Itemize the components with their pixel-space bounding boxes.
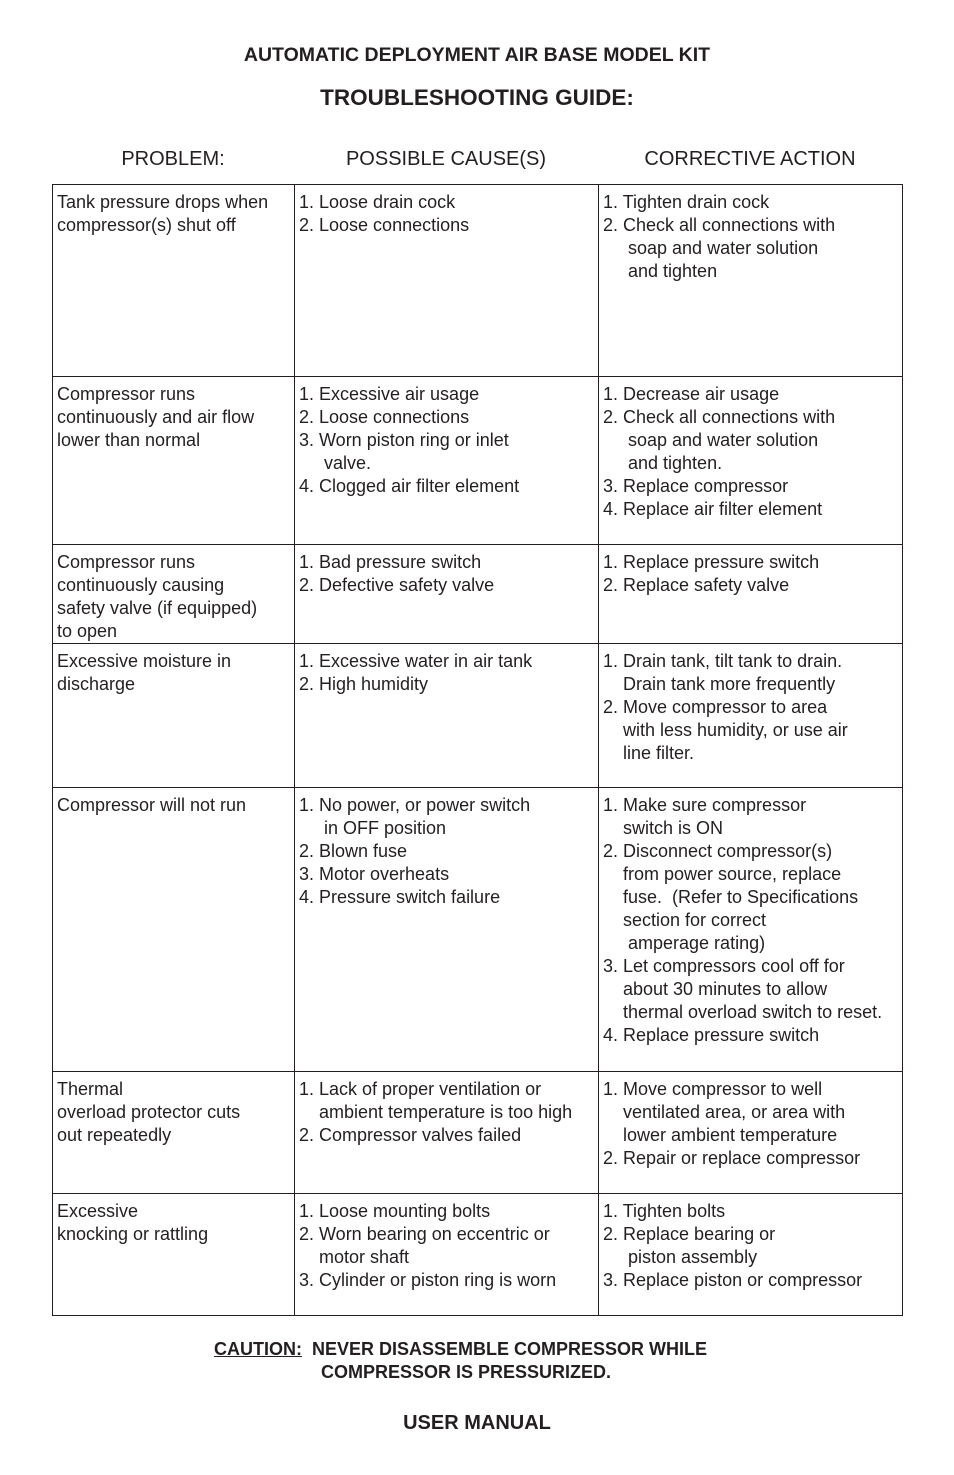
problem-cell-line: Excessive — [57, 1201, 139, 1221]
action-cell-line: fuse. (Refer to Specifications — [603, 887, 859, 907]
problem-cell-line: overload protector cuts — [57, 1102, 241, 1122]
cause-cell-line: 1. Loose mounting bolts — [299, 1201, 491, 1221]
problem-cell-line: safety valve (if equipped) — [57, 598, 258, 618]
table-row — [53, 545, 903, 644]
problem-cell-line: Thermal — [57, 1079, 124, 1099]
action-cell-line: 1. Decrease air usage — [603, 384, 780, 404]
action-cell-line: 1. Drain tank, tilt tank to drain. — [603, 651, 843, 671]
problem-cell-line: discharge — [57, 674, 136, 694]
cause-cell-line: motor shaft — [299, 1247, 410, 1267]
action-cell-line: Drain tank more frequently — [603, 674, 836, 694]
cause-cell-line: 2. High humidity — [299, 674, 429, 694]
action-cell-line: 2. Check all connections with — [603, 407, 836, 427]
cause-cell-line: 1. Loose drain cock — [299, 192, 456, 212]
cause-cell-line: 2. Compressor valves failed — [299, 1125, 522, 1145]
action-cell-line: section for correct — [603, 910, 767, 930]
problem-cell — [53, 1194, 295, 1316]
table-row — [53, 185, 903, 377]
problem-cell — [53, 545, 295, 644]
problem-cell-line: Compressor runs — [57, 552, 196, 572]
column-header-problem: PROBLEM: — [121, 148, 225, 170]
cause-cell — [295, 1194, 599, 1316]
caution-line-1 — [214, 1338, 707, 1361]
action-cell-line: 2. Replace safety valve — [603, 575, 790, 595]
action-cell-line: amperage rating) — [603, 933, 766, 953]
footer-title: USER MANUAL — [403, 1412, 551, 1434]
action-cell — [599, 644, 903, 788]
cause-cell-line: 1. Bad pressure switch — [299, 552, 482, 572]
table-row — [53, 644, 903, 788]
action-cell-line: from power source, replace — [603, 864, 842, 884]
action-cell-line: 2. Replace bearing or — [603, 1224, 776, 1244]
cause-cell-line: 3. Motor overheats — [299, 864, 450, 884]
problem-cell-line: lower than normal — [57, 430, 201, 450]
action-cell-line: 2. Repair or replace compressor — [603, 1148, 861, 1168]
cause-cell-line: 1. No power, or power switch — [299, 795, 531, 815]
action-cell-line: lower ambient temperature — [603, 1125, 838, 1145]
action-cell-line: 2. Move compressor to area — [603, 697, 828, 717]
action-cell — [599, 1072, 903, 1194]
action-cell-line: 2. Disconnect compressor(s) — [603, 841, 833, 861]
table-row — [53, 788, 903, 1072]
action-cell-line: piston assembly — [603, 1247, 758, 1267]
action-cell-line: 3. Let compressors cool off for — [603, 956, 845, 976]
action-cell-line: and tighten. — [603, 453, 723, 473]
action-cell-line: 3. Replace compressor — [603, 476, 789, 496]
cause-cell-line: valve. — [299, 453, 372, 473]
action-cell-line: 1. Replace pressure switch — [603, 552, 820, 572]
action-cell-line: 4. Replace pressure switch — [603, 1025, 820, 1045]
troubleshooting-table-body — [53, 185, 903, 1316]
problem-cell — [53, 1072, 295, 1194]
caution-label: CAUTION: — [214, 1339, 302, 1359]
action-cell-line: soap and water solution — [603, 238, 819, 258]
action-cell — [599, 1194, 903, 1316]
problem-cell-line: Compressor runs — [57, 384, 196, 404]
action-cell-line: 3. Replace piston or compressor — [603, 1270, 863, 1290]
problem-cell-line: continuously causing — [57, 575, 225, 595]
cause-cell-line: 4. Pressure switch failure — [299, 887, 501, 907]
problem-cell-line: Excessive moisture in — [57, 651, 232, 671]
caution-text-1: NEVER DISASSEMBLE COMPRESSOR WHILE — [302, 1339, 708, 1359]
action-cell-line: with less humidity, or use air — [603, 720, 848, 740]
cause-cell-line: 2. Loose connections — [299, 407, 470, 427]
action-cell — [599, 185, 903, 377]
action-cell-line: line filter. — [603, 743, 695, 763]
action-cell-line: 4. Replace air filter element — [603, 499, 823, 519]
action-cell-line: 1. Tighten bolts — [603, 1201, 726, 1221]
action-cell-line: 1. Make sure compressor — [603, 795, 807, 815]
problem-cell — [53, 644, 295, 788]
guide-title: TROUBLESHOOTING GUIDE: — [320, 85, 634, 110]
cause-cell-line: 2. Blown fuse — [299, 841, 408, 861]
action-cell-line: 2. Check all connections with — [603, 215, 836, 235]
problem-cell-line: compressor(s) shut off — [57, 215, 236, 235]
action-cell — [599, 377, 903, 545]
cause-cell — [295, 1072, 599, 1194]
cause-cell — [295, 788, 599, 1072]
action-cell — [599, 545, 903, 644]
cause-cell — [295, 644, 599, 788]
column-header-possible-causes: POSSIBLE CAUSE(S) — [345, 148, 547, 170]
problem-cell — [53, 788, 295, 1072]
problem-cell-line: knocking or rattling — [57, 1224, 209, 1244]
cause-cell-line: 1. Excessive water in air tank — [299, 651, 533, 671]
action-cell-line: thermal overload switch to reset. — [603, 1002, 883, 1022]
problem-cell — [53, 377, 295, 545]
action-cell-line: and tighten — [603, 261, 718, 281]
table-row — [53, 1194, 903, 1316]
cause-cell-line: 1. Lack of proper ventilation or — [299, 1079, 542, 1099]
kit-title: AUTOMATIC DEPLOYMENT AIR BASE MODEL KIT — [243, 44, 711, 66]
problem-cell-line: Tank pressure drops when — [57, 192, 269, 212]
cause-cell-line: 2. Worn bearing on eccentric or — [299, 1224, 550, 1244]
action-cell — [599, 788, 903, 1072]
action-cell-line: 1. Move compressor to well — [603, 1079, 823, 1099]
problem-cell-line: out repeatedly — [57, 1125, 172, 1145]
cause-cell-line: 2. Loose connections — [299, 215, 470, 235]
action-cell-line: ventilated area, or area with — [603, 1102, 846, 1122]
action-cell-line: about 30 minutes to allow — [603, 979, 828, 999]
cause-cell-line: ambient temperature is too high — [299, 1102, 573, 1122]
cause-cell — [295, 185, 599, 377]
cause-cell-line: in OFF position — [299, 818, 447, 838]
problem-cell — [53, 185, 295, 377]
table-row — [53, 1072, 903, 1194]
action-cell-line: switch is ON — [603, 818, 724, 838]
cause-cell-line: 3. Cylinder or piston ring is worn — [299, 1270, 557, 1290]
troubleshooting-table — [52, 184, 903, 1316]
action-cell-line: 1. Tighten drain cock — [603, 192, 770, 212]
problem-cell-line: continuously and air flow — [57, 407, 255, 427]
cause-cell-line: 4. Clogged air filter element — [299, 476, 520, 496]
action-cell-line: soap and water solution — [603, 430, 819, 450]
problem-cell-line: to open — [57, 621, 118, 641]
cause-cell-line: 1. Excessive air usage — [299, 384, 480, 404]
problem-cell-line: Compressor will not run — [57, 795, 247, 815]
table-row — [53, 377, 903, 545]
caution-text-2: COMPRESSOR IS PRESSURIZED. — [321, 1362, 612, 1382]
cause-cell — [295, 377, 599, 545]
cause-cell — [295, 545, 599, 644]
column-header-corrective-action: CORRECTIVE ACTION — [644, 148, 856, 170]
cause-cell-line: 2. Defective safety valve — [299, 575, 495, 595]
cause-cell-line: 3. Worn piston ring or inlet — [299, 430, 509, 450]
